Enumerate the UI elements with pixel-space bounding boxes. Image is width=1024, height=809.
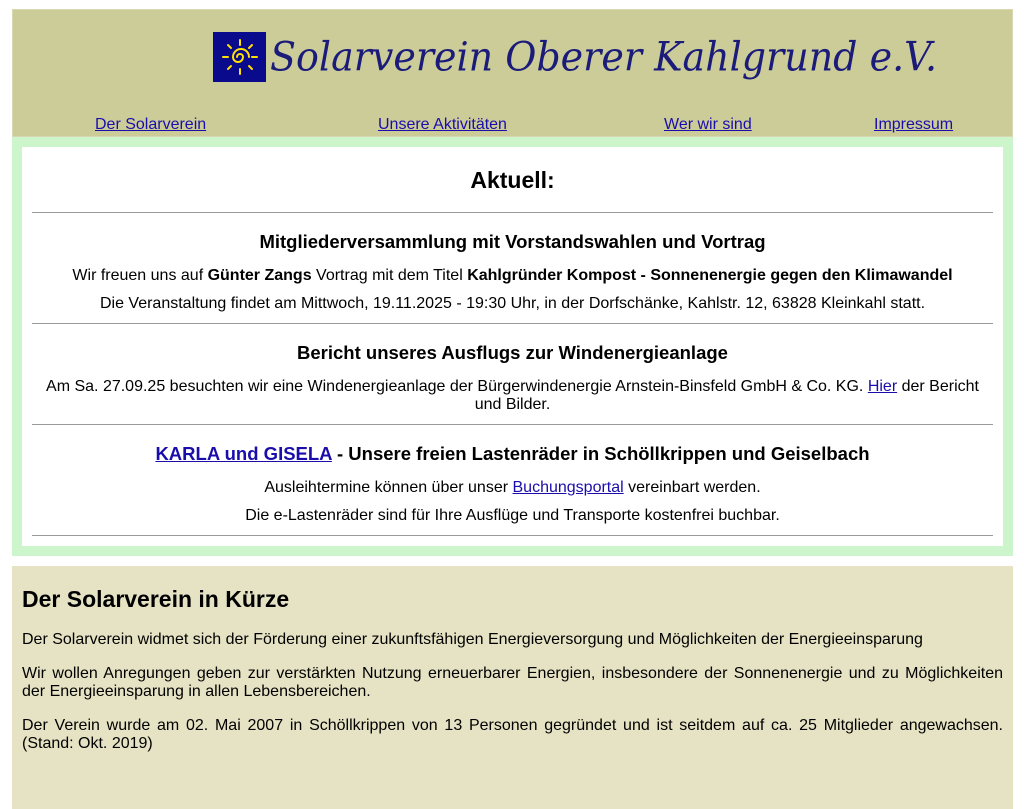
karla-gisela-link[interactable]: KARLA und GISELA bbox=[155, 443, 332, 464]
news-item-text: Am Sa. 27.09.25 besuchten wir eine Windenergieanlage der Bürgerwindenergie Arnstein-Binsfeld GmbH & Co. KG. Hier der Bericht und Bilder. bbox=[46, 378, 979, 413]
report-link[interactable]: Hier bbox=[867, 378, 898, 395]
booking-portal-link[interactable]: Buchungsportal bbox=[512, 479, 624, 496]
about-section bbox=[12, 566, 1013, 809]
site-header bbox=[12, 9, 1013, 137]
news-item-text: Wir freuen uns auf Günter Zangs Vortrag mit dem Titel Kahlgründer Kompost - Sonnenenergie gegen den Klimawandel bbox=[72, 267, 953, 284]
news-item-meeting bbox=[32, 213, 993, 313]
about-heading: Der Solarverein in Kürze bbox=[22, 586, 290, 612]
about-paragraph: Der Verein wurde am 02. Mai 2007 in Schöllkrippen von 13 Personen gegründet und ist seitdem auf ca. 25 Mitglieder angewachsen. (Stand: Okt. 2019) bbox=[22, 717, 1003, 752]
site-title: Solarverein Oberer Kahlgrund e.V. bbox=[270, 33, 938, 81]
nav-unsere-aktivitaeten[interactable]: Unsere Aktivitäten bbox=[378, 116, 507, 133]
site-logo[interactable] bbox=[213, 32, 937, 82]
news-item-cargo-bikes bbox=[32, 425, 993, 525]
news-item-title: KARLA und GISELA - Unsere freien Lastenräder in Schöllkrippen und Geiselbach bbox=[155, 443, 870, 464]
news-item-excursion bbox=[32, 324, 993, 414]
news-heading: Aktuell: bbox=[470, 167, 555, 193]
news-box bbox=[22, 147, 1003, 546]
about-paragraph: Der Solarverein widmet sich der Förderung einer zukunftsfähigen Energieversorgung und Möglichkeiten der Energieeinsparung bbox=[22, 631, 923, 648]
news-item-text: Die Veranstaltung findet am Mittwoch, 19.11.2025 - 19:30 Uhr, in der Dorfschänke, Kahlstr. 12, 63828 Kleinkahl statt. bbox=[99, 295, 926, 312]
news-section bbox=[12, 137, 1013, 556]
news-item-title: Bericht unseres Ausflugs zur Windenergieanlage bbox=[297, 342, 728, 363]
nav-wer-wir-sind[interactable]: Wer wir sind bbox=[664, 116, 752, 133]
main-nav bbox=[13, 116, 1012, 136]
about-paragraph: Wir wollen Anregungen geben zur verstärkten Nutzung erneuerbarer Energien, insbesondere der Sonnenenergie und zu Möglichkeiten der Energieeinsparung in allen Lebensbereichen. bbox=[22, 665, 1003, 700]
nav-der-solarverein[interactable]: Der Solarverein bbox=[95, 116, 207, 133]
sun-icon bbox=[213, 32, 266, 82]
news-item-text: Die e-Lastenräder sind für Ihre Ausflüge und Transporte kostenfrei buchbar. bbox=[245, 507, 780, 524]
news-item-text: Ausleihtermine können über unser Buchungsportal vereinbart werden. bbox=[264, 479, 761, 496]
divider bbox=[32, 535, 993, 536]
nav-impressum[interactable]: Impressum bbox=[874, 116, 954, 133]
news-item-title: Mitgliederversammlung mit Vorstandswahlen und Vortrag bbox=[259, 231, 766, 252]
page-container bbox=[12, 9, 1013, 809]
